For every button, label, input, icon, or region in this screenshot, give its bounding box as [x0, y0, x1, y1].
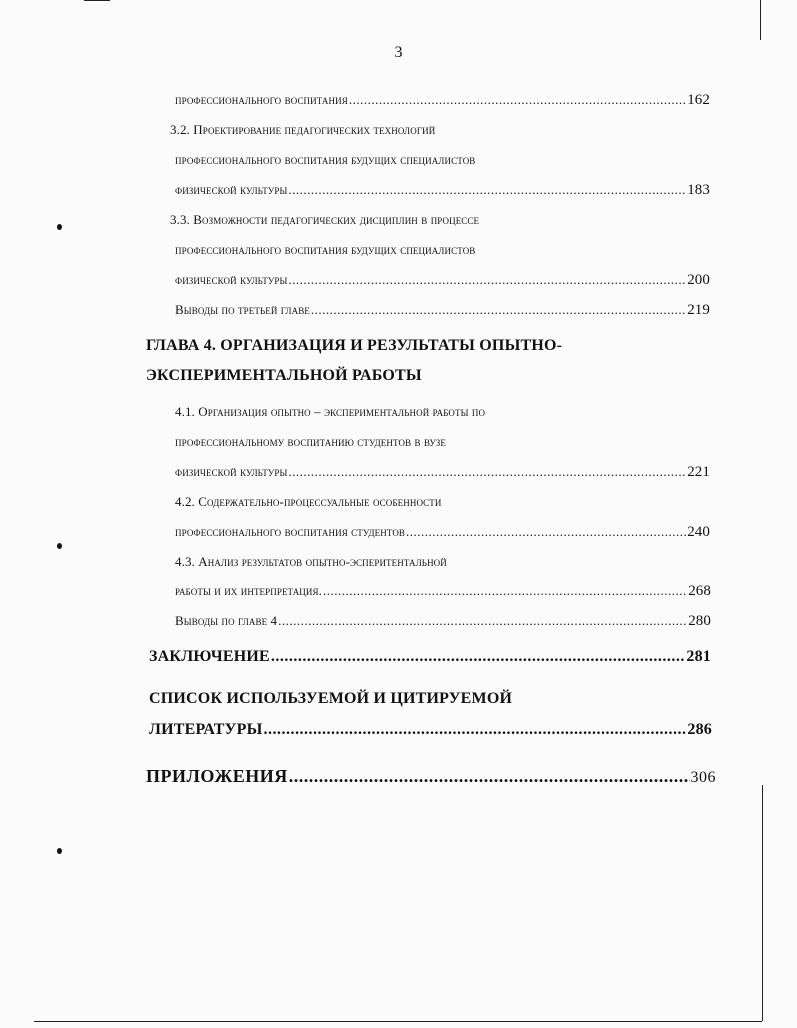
- toc-entry: [175, 434, 446, 450]
- toc-entry: [175, 272, 710, 289]
- toc-entry-text: ЗАКЛЮЧЕНИЕ: [149, 648, 270, 665]
- toc-entry-text: профессионального воспитания будущих специалистов: [175, 242, 476, 257]
- toc-leader-dots: [278, 613, 687, 629]
- toc-entry-page: 268: [688, 583, 711, 599]
- toc-entry-text: физической культуры: [175, 272, 288, 287]
- toc-entry-text: ЭКСПЕРИМЕНТАЛЬНОЙ РАБОТЫ: [146, 367, 422, 384]
- toc-entry: [175, 524, 710, 541]
- toc-entry: [175, 613, 711, 630]
- toc-leader-dots: [349, 92, 686, 108]
- toc-leader-dots: [271, 648, 685, 666]
- toc-entry: [175, 302, 710, 319]
- toc-leader-dots: [323, 583, 687, 599]
- scan-edge-top-left: [84, 0, 110, 1]
- toc-entry: [175, 242, 475, 258]
- scan-speck: [57, 543, 62, 549]
- toc-entry-text: ПРИЛОЖЕНИЯ: [146, 766, 288, 786]
- toc-entry-text: Выводы по третьей главе: [175, 302, 310, 317]
- toc-entry: [170, 212, 479, 228]
- toc-entry-text: профессионального воспитания: [175, 92, 348, 107]
- toc-entry-page: 286: [687, 721, 712, 738]
- toc-entry-text: 3.3. Возможности педагогических дисциплин в процессе: [170, 212, 480, 227]
- toc-entry: [175, 152, 475, 168]
- toc-entry-page: 281: [686, 648, 711, 665]
- toc-entry-page: 219: [687, 302, 710, 318]
- toc-entry: [175, 554, 447, 570]
- toc-entry: [175, 464, 710, 481]
- toc-entry-text: физической культуры: [175, 182, 288, 197]
- toc-entry-text: профессионального воспитания будущих специалистов: [175, 152, 476, 167]
- toc-entry-text: 4.1. Организация опытно – экспериментальной работы по: [175, 404, 486, 419]
- scan-speck: [57, 848, 62, 854]
- scan-speck: [57, 224, 62, 230]
- toc-entry-text: профессиональному воспитанию студентов в вузе: [175, 434, 446, 449]
- toc-leader-dots: [288, 182, 686, 198]
- toc-entry-text: 4.2. Содержательно-процессуальные особенности: [175, 494, 442, 509]
- toc-leader-dots: [288, 464, 686, 480]
- toc-entry: [175, 494, 441, 510]
- toc-entry-page: 183: [687, 182, 710, 198]
- toc-entry-text: работы и их интерпретация.: [175, 583, 322, 598]
- toc-leader-dots: [289, 766, 690, 787]
- toc-entry-text: СПИСОК ИСПОЛЬЗУЕМОЙ И ЦИТИРУЕМОЙ: [149, 690, 513, 707]
- chapter-heading: [146, 367, 422, 385]
- toc-leader-dots: [311, 302, 686, 318]
- toc-entry: [175, 92, 710, 109]
- toc-entry-text: физической культуры: [175, 464, 288, 479]
- toc-entry-page: 221: [687, 464, 710, 480]
- toc-entry-text: ЛИТЕРАТУРЫ: [149, 721, 263, 738]
- toc-entry-text: Выводы по главе 4: [175, 613, 278, 628]
- bibliography-entry: [149, 721, 712, 739]
- toc-entry-page: 162: [687, 92, 710, 108]
- scan-edge-right: [762, 785, 763, 1021]
- page-number: 3: [394, 44, 403, 61]
- toc-entry-page: 306: [690, 769, 716, 786]
- toc-entry-text: ГЛАВА 4. ОРГАНИЗАЦИЯ И РЕЗУЛЬТАТЫ ОПЫТНО-: [146, 337, 563, 354]
- toc-entry: [175, 182, 710, 199]
- toc-leader-dots: [263, 721, 686, 739]
- chapter-heading: [146, 337, 562, 355]
- toc-entry-text: профессионального воспитания студентов: [175, 524, 406, 539]
- toc-entry-text: 3.2. Проектирование педагогических технологий: [170, 122, 436, 137]
- toc-leader-dots: [406, 524, 686, 540]
- toc-leader-dots: [288, 272, 686, 288]
- scan-edge-bottom: [34, 1021, 762, 1022]
- toc-entry: [175, 404, 485, 420]
- scan-edge-top-right: [760, 0, 761, 40]
- conclusion-entry: [149, 648, 711, 666]
- toc-entry-page: 280: [688, 613, 711, 629]
- toc-entry-page: 200: [687, 272, 710, 288]
- bibliography-heading: [149, 690, 512, 708]
- toc-entry-text: 4.3. Анализ результатов опытно-эсперитентальной: [175, 554, 447, 569]
- toc-entry-page: 240: [687, 524, 710, 540]
- toc-entry: [175, 583, 711, 600]
- appendix-entry: [146, 766, 716, 787]
- toc-entry: [170, 122, 435, 138]
